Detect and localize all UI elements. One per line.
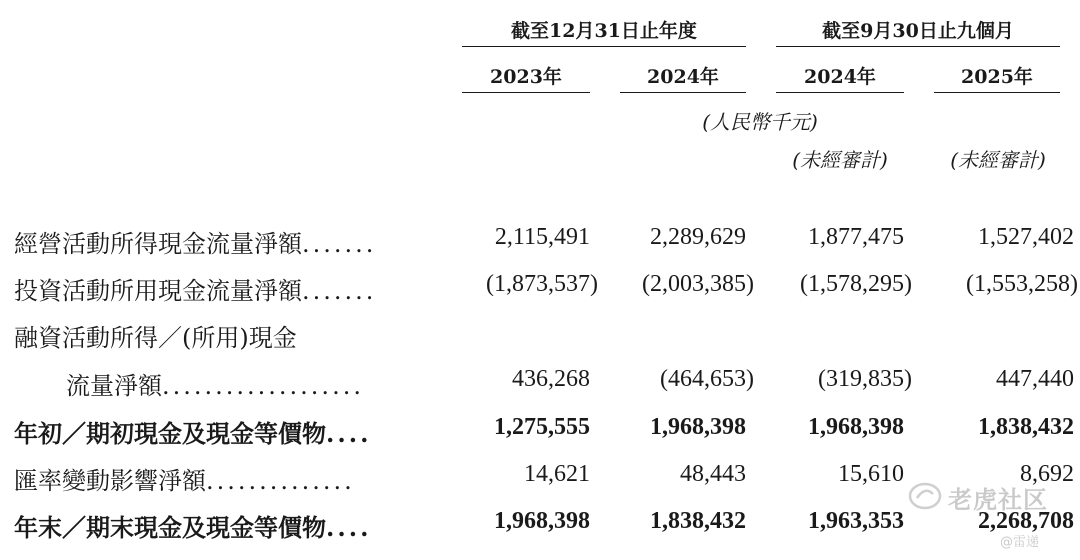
value-cell: 1,877,475	[808, 224, 904, 250]
value-cell: (1,553,258)	[966, 271, 1078, 297]
value-cell: 1,968,398	[808, 414, 904, 440]
value-cell: 1,838,432	[650, 508, 746, 534]
value-cell: 1,838,432	[978, 414, 1074, 440]
unaudited-note-col4: (未經審計)	[950, 148, 1046, 172]
watermark-logo-icon	[908, 481, 942, 515]
row-label-opening-cash: 年初／期初現金及現金等價物....	[14, 419, 372, 448]
row-label-operating-cash-flow: 經營活動所得現金流量淨額.......	[14, 230, 377, 258]
year-header-col3-rule	[776, 92, 904, 93]
value-cell: 2,115,491	[494, 224, 590, 250]
watermark-subtext: @雷递	[1000, 535, 1040, 550]
header-group-nine-months-rule	[776, 46, 1060, 47]
row-label-closing-cash: 年末／期末現金及現金等價物....	[14, 513, 372, 542]
value-cell: 14,621	[524, 461, 590, 487]
value-cell: 48,443	[680, 461, 746, 487]
year-header-col4-rule	[934, 92, 1060, 93]
value-cell: 1,527,402	[978, 224, 1074, 250]
year-header-col4: 2025年	[961, 66, 1033, 88]
row-label-investing-cash-flow: 投資活動所用現金流量淨額.......	[14, 277, 377, 305]
year-header-col1: 2023年	[490, 66, 562, 88]
value-cell: (1,873,537)	[486, 271, 598, 297]
unit-note: (人民幣千元)	[702, 110, 818, 134]
value-cell: 8,692	[1020, 461, 1074, 487]
year-header-col2: 2024年	[647, 66, 719, 88]
value-cell: (464,653)	[660, 366, 754, 392]
value-cell: 447,440	[996, 366, 1074, 392]
value-cell: 436,268	[512, 366, 590, 392]
row-label-financing-cash-flow-cont: 流量淨額...................	[66, 372, 364, 400]
year-header-col2-rule	[620, 92, 746, 93]
row-label-financing-cash-flow: 融資活動所得／(所用)現金	[14, 324, 297, 352]
value-cell: 2,289,629	[650, 224, 746, 250]
value-cell: 15,610	[838, 461, 904, 487]
value-cell: 1,968,398	[650, 414, 746, 440]
value-cell: 2,268,708	[978, 508, 1074, 534]
watermark-text: 老虎社区	[948, 486, 1048, 514]
header-group-nine-months: 截至9月30日止九個月	[822, 20, 1014, 42]
value-cell: (2,003,385)	[642, 271, 754, 297]
value-cell: 1,275,555	[494, 414, 590, 440]
unaudited-note-col3: (未經審計)	[792, 148, 888, 172]
row-label-fx-effect: 匯率變動影響淨額..............	[14, 467, 355, 495]
header-group-fiscal-year: 截至12月31日止年度	[511, 20, 697, 42]
value-cell: 1,968,398	[494, 508, 590, 534]
year-header-col1-rule	[462, 92, 590, 93]
value-cell: (1,578,295)	[800, 271, 912, 297]
header-group-fiscal-year-rule	[462, 46, 746, 47]
value-cell: (319,835)	[818, 366, 912, 392]
value-cell: 1,963,353	[808, 508, 904, 534]
year-header-col3: 2024年	[804, 66, 876, 88]
